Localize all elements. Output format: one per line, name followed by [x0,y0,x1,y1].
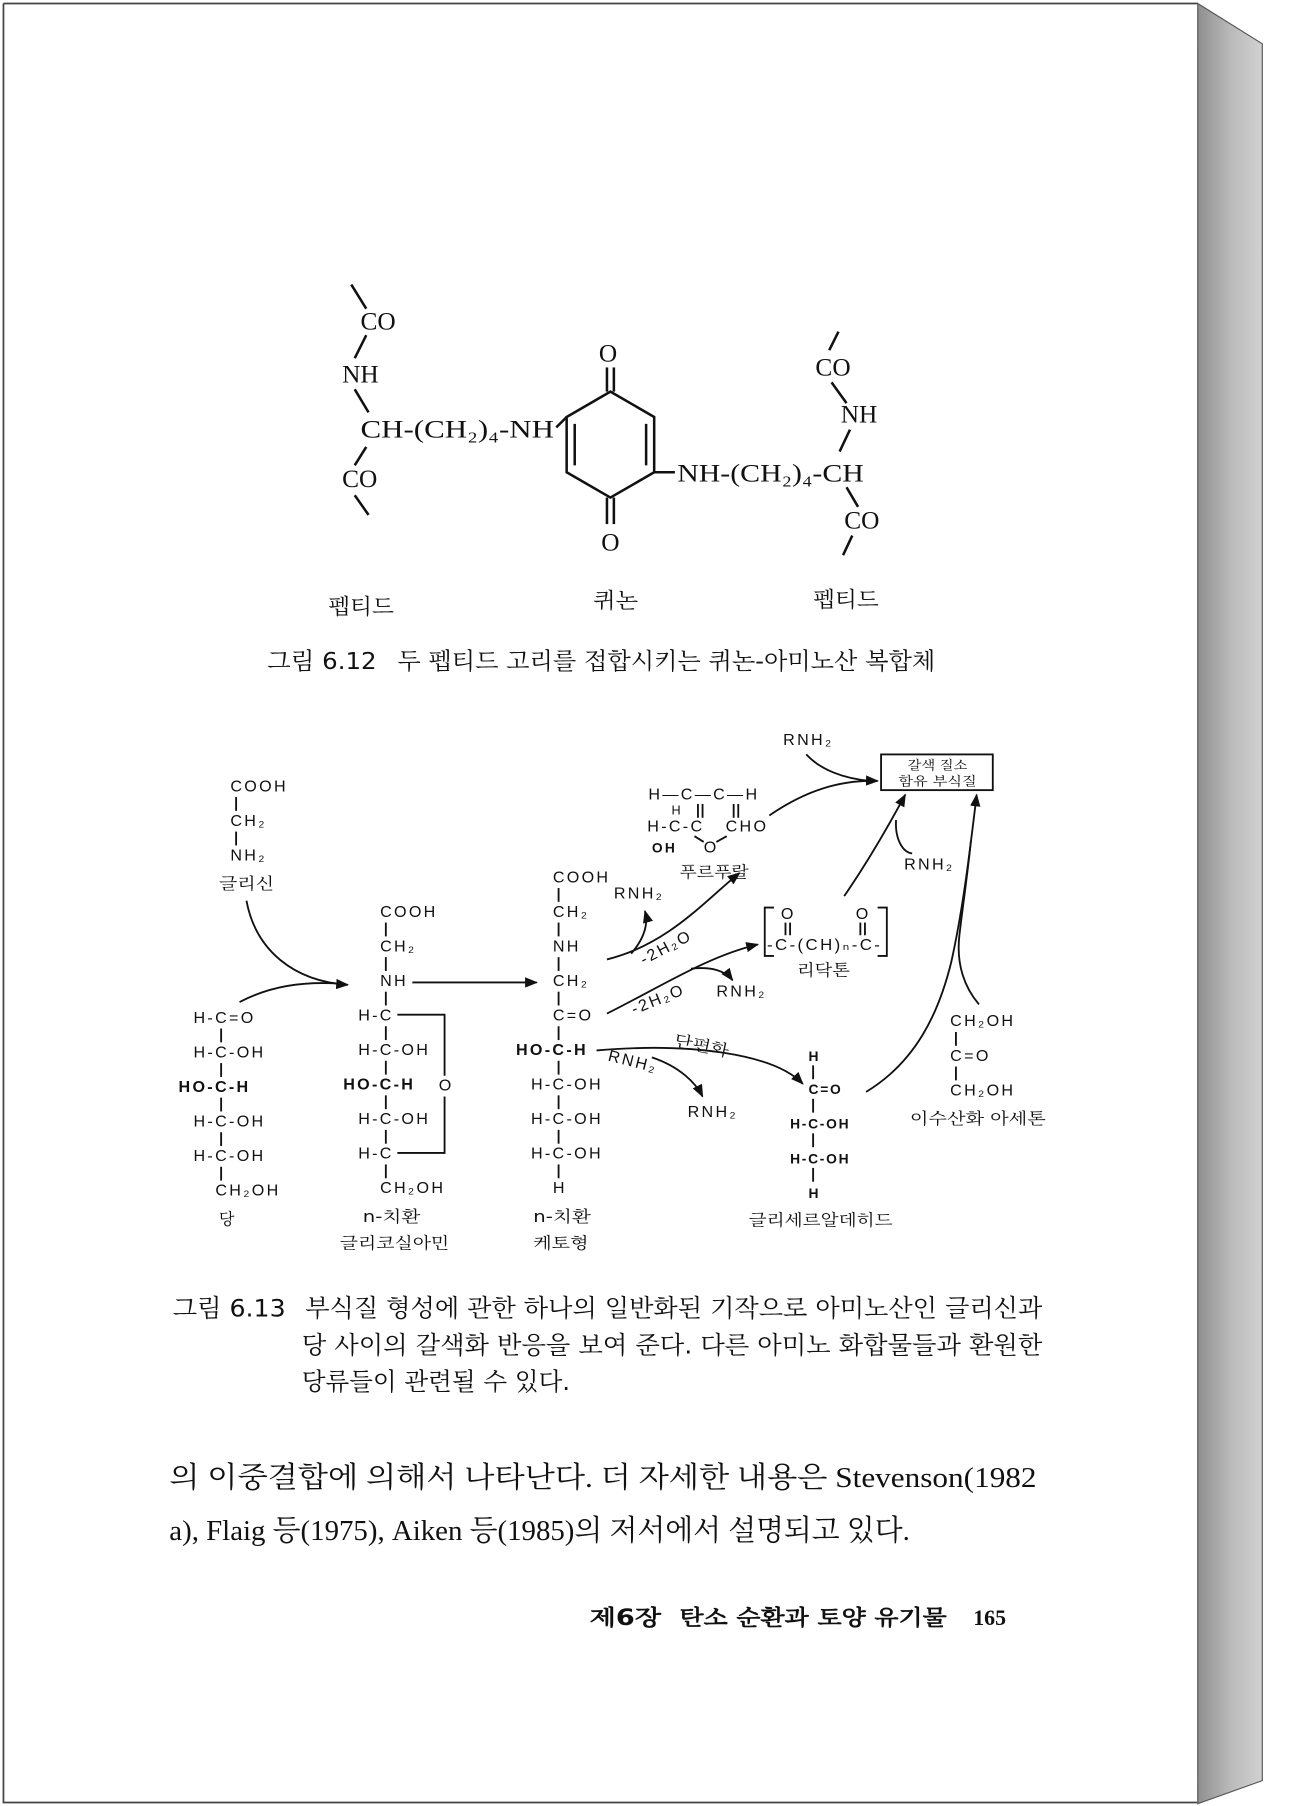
glycosylamine-row: HO-C-H [343,1075,416,1094]
sugar-row: CH₂OH [215,1181,281,1200]
reductone-chain: -C-(CH)ₙ-C- [767,936,883,955]
furfural-top-row: H—C—C—H [648,785,760,804]
quinone-oxygen-top: O [598,339,618,368]
figure-number: 그림 6.13 [172,1294,286,1323]
dihydroxyacetone-label: 이수산화 아세톤 [909,1109,1047,1129]
dihydroxyacetone-row: C=O [950,1046,991,1065]
label-peptide-left: 펩티드 [328,594,394,620]
glycine-row: CH₂ [230,811,267,830]
body-line: 의 이중결합에 의해서 나타난다. 더 자세한 내용은 Stevenson(1982 [169,1461,1037,1494]
glyceraldehyde-row: C=O [808,1081,843,1098]
rnh2-label: RNH₂ [716,982,767,1001]
left-peptide-nh: NH [342,360,379,389]
glycine-row: COOH [230,777,288,796]
glycosylamine-row: NH [380,971,408,990]
fragmentation-label: 단편화 [672,1030,723,1059]
glycosylamine-ring-oxygen: O [438,1076,454,1095]
furfural-cho: CHO [725,817,769,836]
water-loss-label: -2H₂O [628,980,688,1019]
glyceraldehyde-label: 글리세르알데히드 [748,1210,894,1230]
label-quinone: 퀴논 [593,589,639,615]
glycosylamine-row: CH₂OH [380,1179,446,1198]
sugar-label: 당 [218,1209,235,1229]
chapter-number: 제6장 [589,1606,648,1632]
left-peptide-co-bottom: CO [342,465,378,494]
ketoamine-row: CH₂ [552,971,590,990]
furfural-ring-oxygen: O [703,838,719,857]
humus-box-line: 함유 부식질 [898,773,977,789]
sugar-row: H-C-OH [193,1112,266,1131]
reductone-oxygen-left: O [780,905,796,924]
glycosylamine-row: H-C-OH [358,1041,431,1060]
glycosylamine-row: CH₂ [380,937,417,956]
book-spine-edge [1198,3,1262,1803]
right-peptide-co-top: CO [815,353,851,382]
rnh2-label: RNH₂ [687,1103,738,1122]
glycosylamine-label: n-치환 [362,1207,421,1227]
ketoamine-row: NH [552,937,581,956]
body-line: a), Flaig 등(1975), Aiken 등(1985)의 저서에서 설명되고 있다. [169,1514,910,1547]
page-number: 165 [973,1606,1007,1631]
figure-caption-line: 부식질 형성에 관한 하나의 일반화된 기작으로 아미노산인 글리신과 [305,1294,1043,1323]
reductone-oxygen-right: O [855,905,871,924]
glycosylamine-row: H-C-OH [358,1110,431,1129]
glyceraldehyde-row: H [808,1047,821,1064]
ketoamine-row: H [552,1179,567,1198]
left-peptide-co-top: CO [360,307,396,336]
page-footer [590,1605,1006,1631]
ketoamine-row: HO-C-H [515,1041,588,1060]
furfural-oh: OH [651,839,678,856]
ketoamine-label: 케토형 [533,1233,589,1253]
furfural-ring-row: H-C-C [647,817,705,836]
label-peptide-right: 펩티드 [813,588,879,614]
glycine-row: NH₂ [230,846,267,865]
quinone-oxygen-bottom: O [601,528,620,557]
dihydroxyacetone-row: CH₂OH [950,1012,1016,1031]
glyceraldehyde-row: H-C-OH [790,1150,851,1167]
sugar-row: H-C-OH [193,1043,266,1062]
ketoamine-row: COOH [552,868,611,887]
left-peptide-chain: CH-(CH₂)₄-NH [360,415,554,444]
rnh2-label: RNH₂ [606,1046,660,1077]
glycosylamine-row: COOH [380,902,438,921]
water-loss-label: -2H₂O [637,926,696,969]
figure-caption-line: 당 사이의 갈색화 반응을 보여 준다. 다른 아미노 화합물들과 환원한 [301,1331,1043,1360]
ketoamine-row: C=O [552,1006,594,1025]
ketoamine-row: H-C-OH [530,1144,603,1163]
right-peptide-nh: NH [840,400,878,429]
glycosylamine-label: 글리코실아민 [339,1233,450,1253]
furfural-label: 푸르푸랄 [679,862,750,882]
glyceraldehyde-row: H-C-OH [790,1115,851,1132]
right-peptide-co-bottom: CO [844,506,880,535]
figure-number: 그림 6.12 [267,649,377,676]
sugar-row: H-C-OH [193,1146,266,1165]
rnh2-label: RNH₂ [904,855,955,874]
rnh2-label: RNH₂ [613,884,665,903]
figure-caption: 두 펩티드 고리를 접합시키는 퀴논-아미노산 복합체 [397,649,936,676]
dihydroxyacetone-row: CH₂OH [950,1081,1016,1100]
ketoamine-row: CH₂ [552,902,590,921]
glycosylamine-row: H-C [358,1006,394,1025]
reductone-label: 리닥톤 [796,960,851,980]
humus-box-line: 갈색 질소 [907,757,968,773]
sugar-row: HO-C-H [178,1077,251,1096]
ketoamine-row: H-C-OH [530,1110,603,1129]
glyceraldehyde-row: H [808,1184,821,1201]
ketoamine-row: H-C-OH [530,1075,603,1094]
glycosylamine-row: H-C [358,1144,394,1163]
figure-caption-line: 당류들이 관련될 수 있다. [301,1368,571,1397]
ketoamine-label: n-치환 [533,1207,592,1227]
glycine-label: 글리신 [218,874,275,894]
furfural-mid-h: H [671,803,683,818]
rnh2-label: RNH₂ [783,731,834,750]
right-chain: NH-(CH₂)₄-CH [677,459,864,488]
chapter-title: 탄소 순환과 토양 유기물 [679,1606,914,1632]
sugar-row: H-C=O [193,1008,256,1027]
